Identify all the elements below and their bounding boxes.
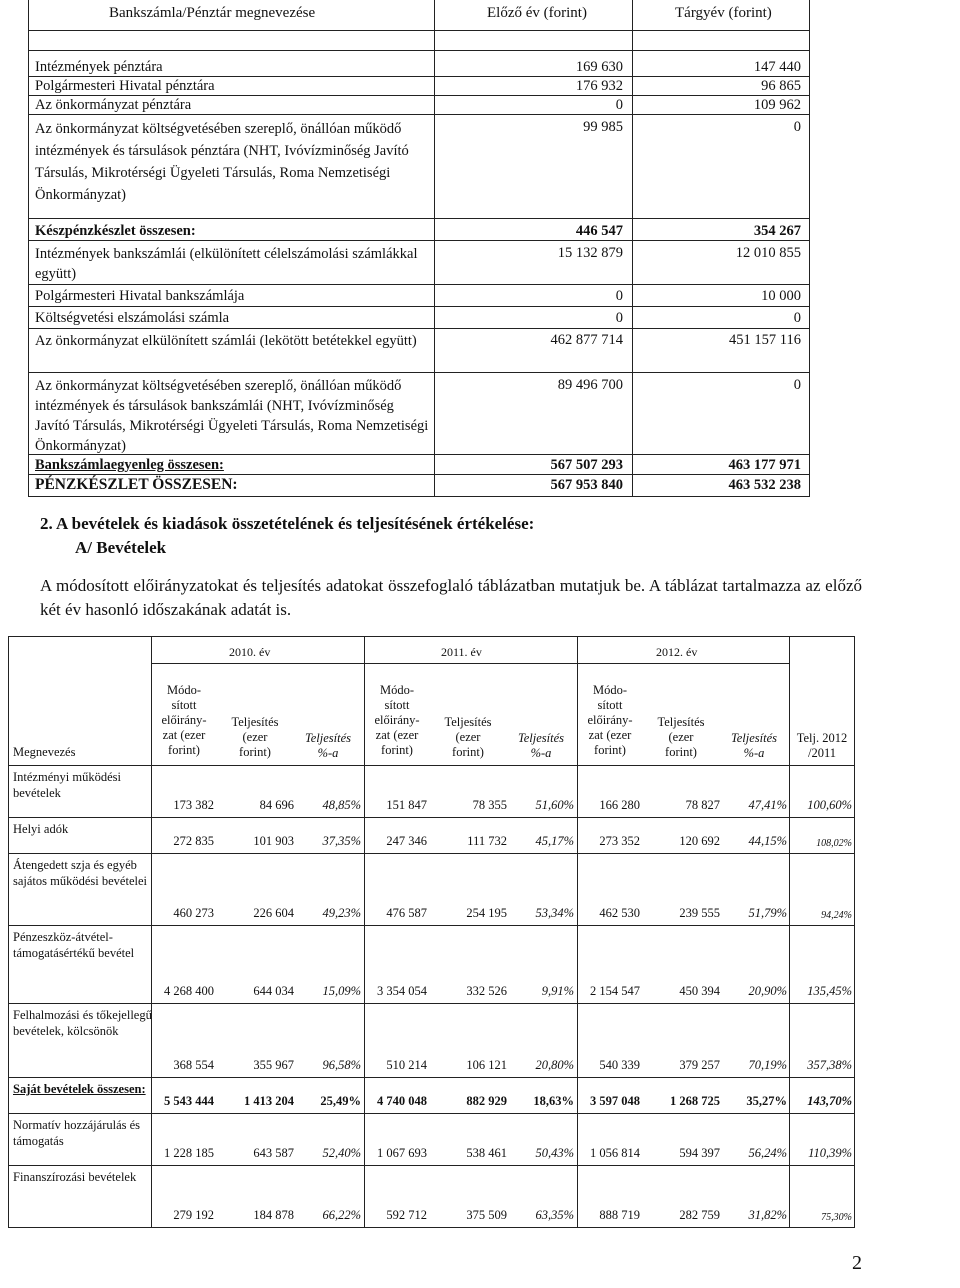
row-label: Helyi adók xyxy=(13,822,69,836)
header-telj-2010: Teljesítés (ezer forint) xyxy=(231,715,279,759)
cell-value: 106 121 xyxy=(466,1058,507,1072)
cell-value: 1 413 204 xyxy=(244,1094,294,1108)
table-row xyxy=(9,817,854,853)
cell-value: 110,39% xyxy=(808,1146,852,1160)
cell-value: 538 461 xyxy=(466,1146,507,1160)
row-label: Átengedett szja és egyéb sajátos működési bevételei xyxy=(13,858,147,888)
row-divider xyxy=(9,1077,854,1078)
row-divider xyxy=(9,853,854,854)
cell-value: 379 257 xyxy=(679,1058,720,1072)
header-mod-2010: Módo- sított előirány- zat (ezer forint) xyxy=(161,683,207,757)
cell-value: 273 352 xyxy=(599,834,640,848)
row-divider xyxy=(9,765,854,766)
header-mod-2012: Módo- sított előirány- zat (ezer forint) xyxy=(587,683,633,757)
section-heading: 2. A bevételek és kiadások összetételének és teljesítésének értékelése: xyxy=(40,514,535,533)
row-divider xyxy=(9,1003,854,1004)
cell-value: 66,22% xyxy=(322,1208,361,1222)
table-row xyxy=(9,765,854,817)
cell-value: 166 280 xyxy=(599,798,640,812)
cell-value: 2 154 547 xyxy=(590,984,640,998)
cell-value: 111 732 xyxy=(467,834,507,848)
cell-value: 368 554 xyxy=(173,1058,214,1072)
cell-value: 31,82% xyxy=(748,1208,787,1222)
row-label: Felhalmozási és tőkejellegű bevételek, kölcsönök xyxy=(13,1008,152,1038)
header-curr: Tárgyév (forint) xyxy=(675,5,772,21)
cell-value: 460 273 xyxy=(173,906,214,920)
cell-value: 56,24% xyxy=(748,1146,787,1160)
cell-value: 355 967 xyxy=(253,1058,294,1072)
row-label: Saját bevételek összesen: xyxy=(13,1082,146,1096)
cell-value: 44,15% xyxy=(748,834,787,848)
cell-value: 643 587 xyxy=(253,1146,294,1160)
cell-value: 510 214 xyxy=(386,1058,427,1072)
cell-value: 1 056 814 xyxy=(590,1146,640,1160)
cell-value: 51,60% xyxy=(535,798,574,812)
cell-value: 357,38% xyxy=(807,1058,852,1072)
table-row xyxy=(9,1165,854,1227)
cell-value: 120 692 xyxy=(679,834,720,848)
header-telj-2011: Teljesítés (ezer forint) xyxy=(444,715,492,759)
cash-balance-table: Bankszámla/Pénztár megnevezése Előző év (forint) Tárgyév (forint) Intézmények pénztára 169 630 147 440 Polgármesteri Hivatal pénztára 176 932 96 865 Az önkormányzat pénztára 0 109 962 Az önkormányzat költségvetésében szereplő, önállóan működő intézmények és társulások pénztára (NHT, Ivóvízminőség Javító Társulás, Mikrotérségi Ügyeleti Társulás, Roma Nemzetiségi Önkormányzat) 99 985 0 Készpénzkészlet összesen: 446 547 354 267 Intézmények bankszámlái (elkülönített célelszámolási számlákkal együtt) 15 132 879 12 010 855 Polgármesteri Hivatal bankszámlája 0 10 000 Költségvetési elszámolási számla 0 0 Az önkormányzat elkülönített számlái (lekötött betétekkel együtt) 462 877 714 451 157 116 Az önkormányzat költségvetésében szereplő, önállóan működő intézmények és társulások bankszámlái (NHT, Ivóvízminőség Javító Társulás, Mikrotérségi Ügyeleti Társulás, Roma Nemzetiségi Önkormányzat) 89 496 700 0 Bankszámlaegyenleg összesen: 567 507 293 463 177 971 PÉNZKÉSZLET ÖSSZESEN: 567 953 840 463 532 238 xyxy=(28,0,810,497)
cell-value: 50,43% xyxy=(535,1146,574,1160)
header-ratio: Telj. 2012 /2011 xyxy=(796,731,848,760)
header-mod-2011: Módo- sított előirány- zat (ezer forint) xyxy=(374,683,420,757)
cell-value: 84 696 xyxy=(259,798,294,812)
cell-value: 254 195 xyxy=(466,906,507,920)
cell-value: 3 354 054 xyxy=(377,984,427,998)
row-label: Normatív hozzájárulás és támogatás xyxy=(13,1118,141,1148)
cell-value: 78 355 xyxy=(472,798,507,812)
cell-value: 375 509 xyxy=(466,1208,507,1222)
cell-value: 52,40% xyxy=(322,1146,361,1160)
cell-value: 3 597 048 xyxy=(590,1094,640,1108)
cell-value: 101 903 xyxy=(253,834,294,848)
cell-value: 540 339 xyxy=(599,1058,640,1072)
cell-value: 25,49% xyxy=(320,1094,361,1108)
cell-value: 15,09% xyxy=(322,984,361,998)
cell-value: 332 526 xyxy=(466,984,507,998)
cell-value: 226 604 xyxy=(253,906,294,920)
table-row xyxy=(9,853,854,925)
cell-value: 173 382 xyxy=(173,798,214,812)
cell-value: 476 587 xyxy=(386,906,427,920)
row-label: Pénzeszköz-átvétel-támogatásértékű bevétel xyxy=(13,930,135,960)
header-name: Bankszámla/Pénztár megnevezése xyxy=(109,5,316,21)
cell-value: 462 530 xyxy=(599,906,640,920)
cell-value: 35,27% xyxy=(746,1094,787,1108)
table-row xyxy=(9,1077,854,1113)
cell-value: 184 878 xyxy=(253,1208,294,1222)
cell-value: 151 847 xyxy=(386,798,427,812)
cell-value: 100,60% xyxy=(807,798,852,812)
header-telj-2012: Teljesítés (ezer forint) xyxy=(657,715,705,759)
header-pct-2010: Teljesítés %-a xyxy=(304,731,352,760)
cell-value: 108,02% xyxy=(816,838,852,849)
cell-value: 4 740 048 xyxy=(377,1094,427,1108)
row-label: Finanszírozási bevételek xyxy=(13,1170,137,1184)
table-row xyxy=(9,1003,854,1077)
cell-value: 592 712 xyxy=(386,1208,427,1222)
header-pct-2011: Teljesítés %-a xyxy=(517,731,565,760)
header-pct-2012: Teljesítés %-a xyxy=(730,731,778,760)
cell-value: 4 268 400 xyxy=(164,984,214,998)
cell-value: 70,19% xyxy=(748,1058,787,1072)
cell-value: 75,30% xyxy=(821,1212,852,1223)
cell-value: 882 929 xyxy=(466,1094,507,1108)
cell-value: 594 397 xyxy=(679,1146,720,1160)
cell-value: 48,85% xyxy=(322,798,361,812)
cell-value: 888 719 xyxy=(599,1208,640,1222)
section-paragraph: A módosított előirányzatokat és teljesítés adatokat összefoglaló táblázatban mutatjuk be. A táblázat tartalmazza az előző két év hasonló időszakának adatát is. xyxy=(40,576,862,619)
cell-value: 1 067 693 xyxy=(377,1146,427,1160)
page-number: 2 xyxy=(852,1252,862,1274)
row-divider xyxy=(9,925,854,926)
cell-value: 49,23% xyxy=(322,906,361,920)
cell-value: 37,35% xyxy=(322,834,361,848)
cell-value: 9,91% xyxy=(541,984,574,998)
row-divider xyxy=(9,817,854,818)
cell-value: 1 228 185 xyxy=(164,1146,214,1160)
table-row: Az önkormányzat költségvetésében szereplő, önállóan működő intézmények és társulások pénztára (NHT, Ivóvízminőség Javító Társulás, Mikrotérségi Ügyeleti Társulás, Roma Nemzetiségi Önkormányzat) 99 985 0 xyxy=(35,119,801,203)
cell-value: 51,79% xyxy=(748,906,787,920)
cell-value: 45,17% xyxy=(535,834,574,848)
cell-value: 239 555 xyxy=(679,906,720,920)
header-prev: Előző év (forint) xyxy=(487,5,587,21)
cell-value: 247 346 xyxy=(386,834,427,848)
row-divider xyxy=(9,1113,854,1114)
cell-value: 644 034 xyxy=(253,984,294,998)
cell-value: 63,35% xyxy=(535,1208,574,1222)
table-row xyxy=(9,1113,854,1165)
cell-value: 94,24% xyxy=(821,910,852,921)
cell-value: 135,45% xyxy=(807,984,852,998)
cell-value: 20,90% xyxy=(748,984,787,998)
year-2011: 2011. év xyxy=(441,645,482,659)
section-subheading: A/ Bevételek xyxy=(75,538,167,557)
cell-value: 20,80% xyxy=(535,1058,574,1072)
cell-value: 279 192 xyxy=(173,1208,214,1222)
cell-value: 18,63% xyxy=(533,1094,574,1108)
table-row xyxy=(9,925,854,1003)
cell-value: 78 827 xyxy=(685,798,720,812)
cell-value: 143,70% xyxy=(807,1094,852,1108)
year-2012: 2012. év xyxy=(656,645,698,659)
header-name: Megnevezés xyxy=(13,745,76,759)
cell-value: 1 268 725 xyxy=(670,1094,720,1108)
row-divider xyxy=(9,1165,854,1166)
cell-value: 272 835 xyxy=(173,834,214,848)
cell-value: 282 759 xyxy=(679,1208,720,1222)
row-label: Intézményi működési bevételek xyxy=(13,770,121,800)
cell-value: 450 394 xyxy=(679,984,720,998)
year-2010: 2010. év xyxy=(229,645,271,659)
cell-value: 5 543 444 xyxy=(164,1094,214,1108)
cell-value: 47,41% xyxy=(748,798,787,812)
cell-value: 96,58% xyxy=(322,1058,361,1072)
cell-value: 53,34% xyxy=(535,906,574,920)
revenue-table xyxy=(8,636,855,1228)
